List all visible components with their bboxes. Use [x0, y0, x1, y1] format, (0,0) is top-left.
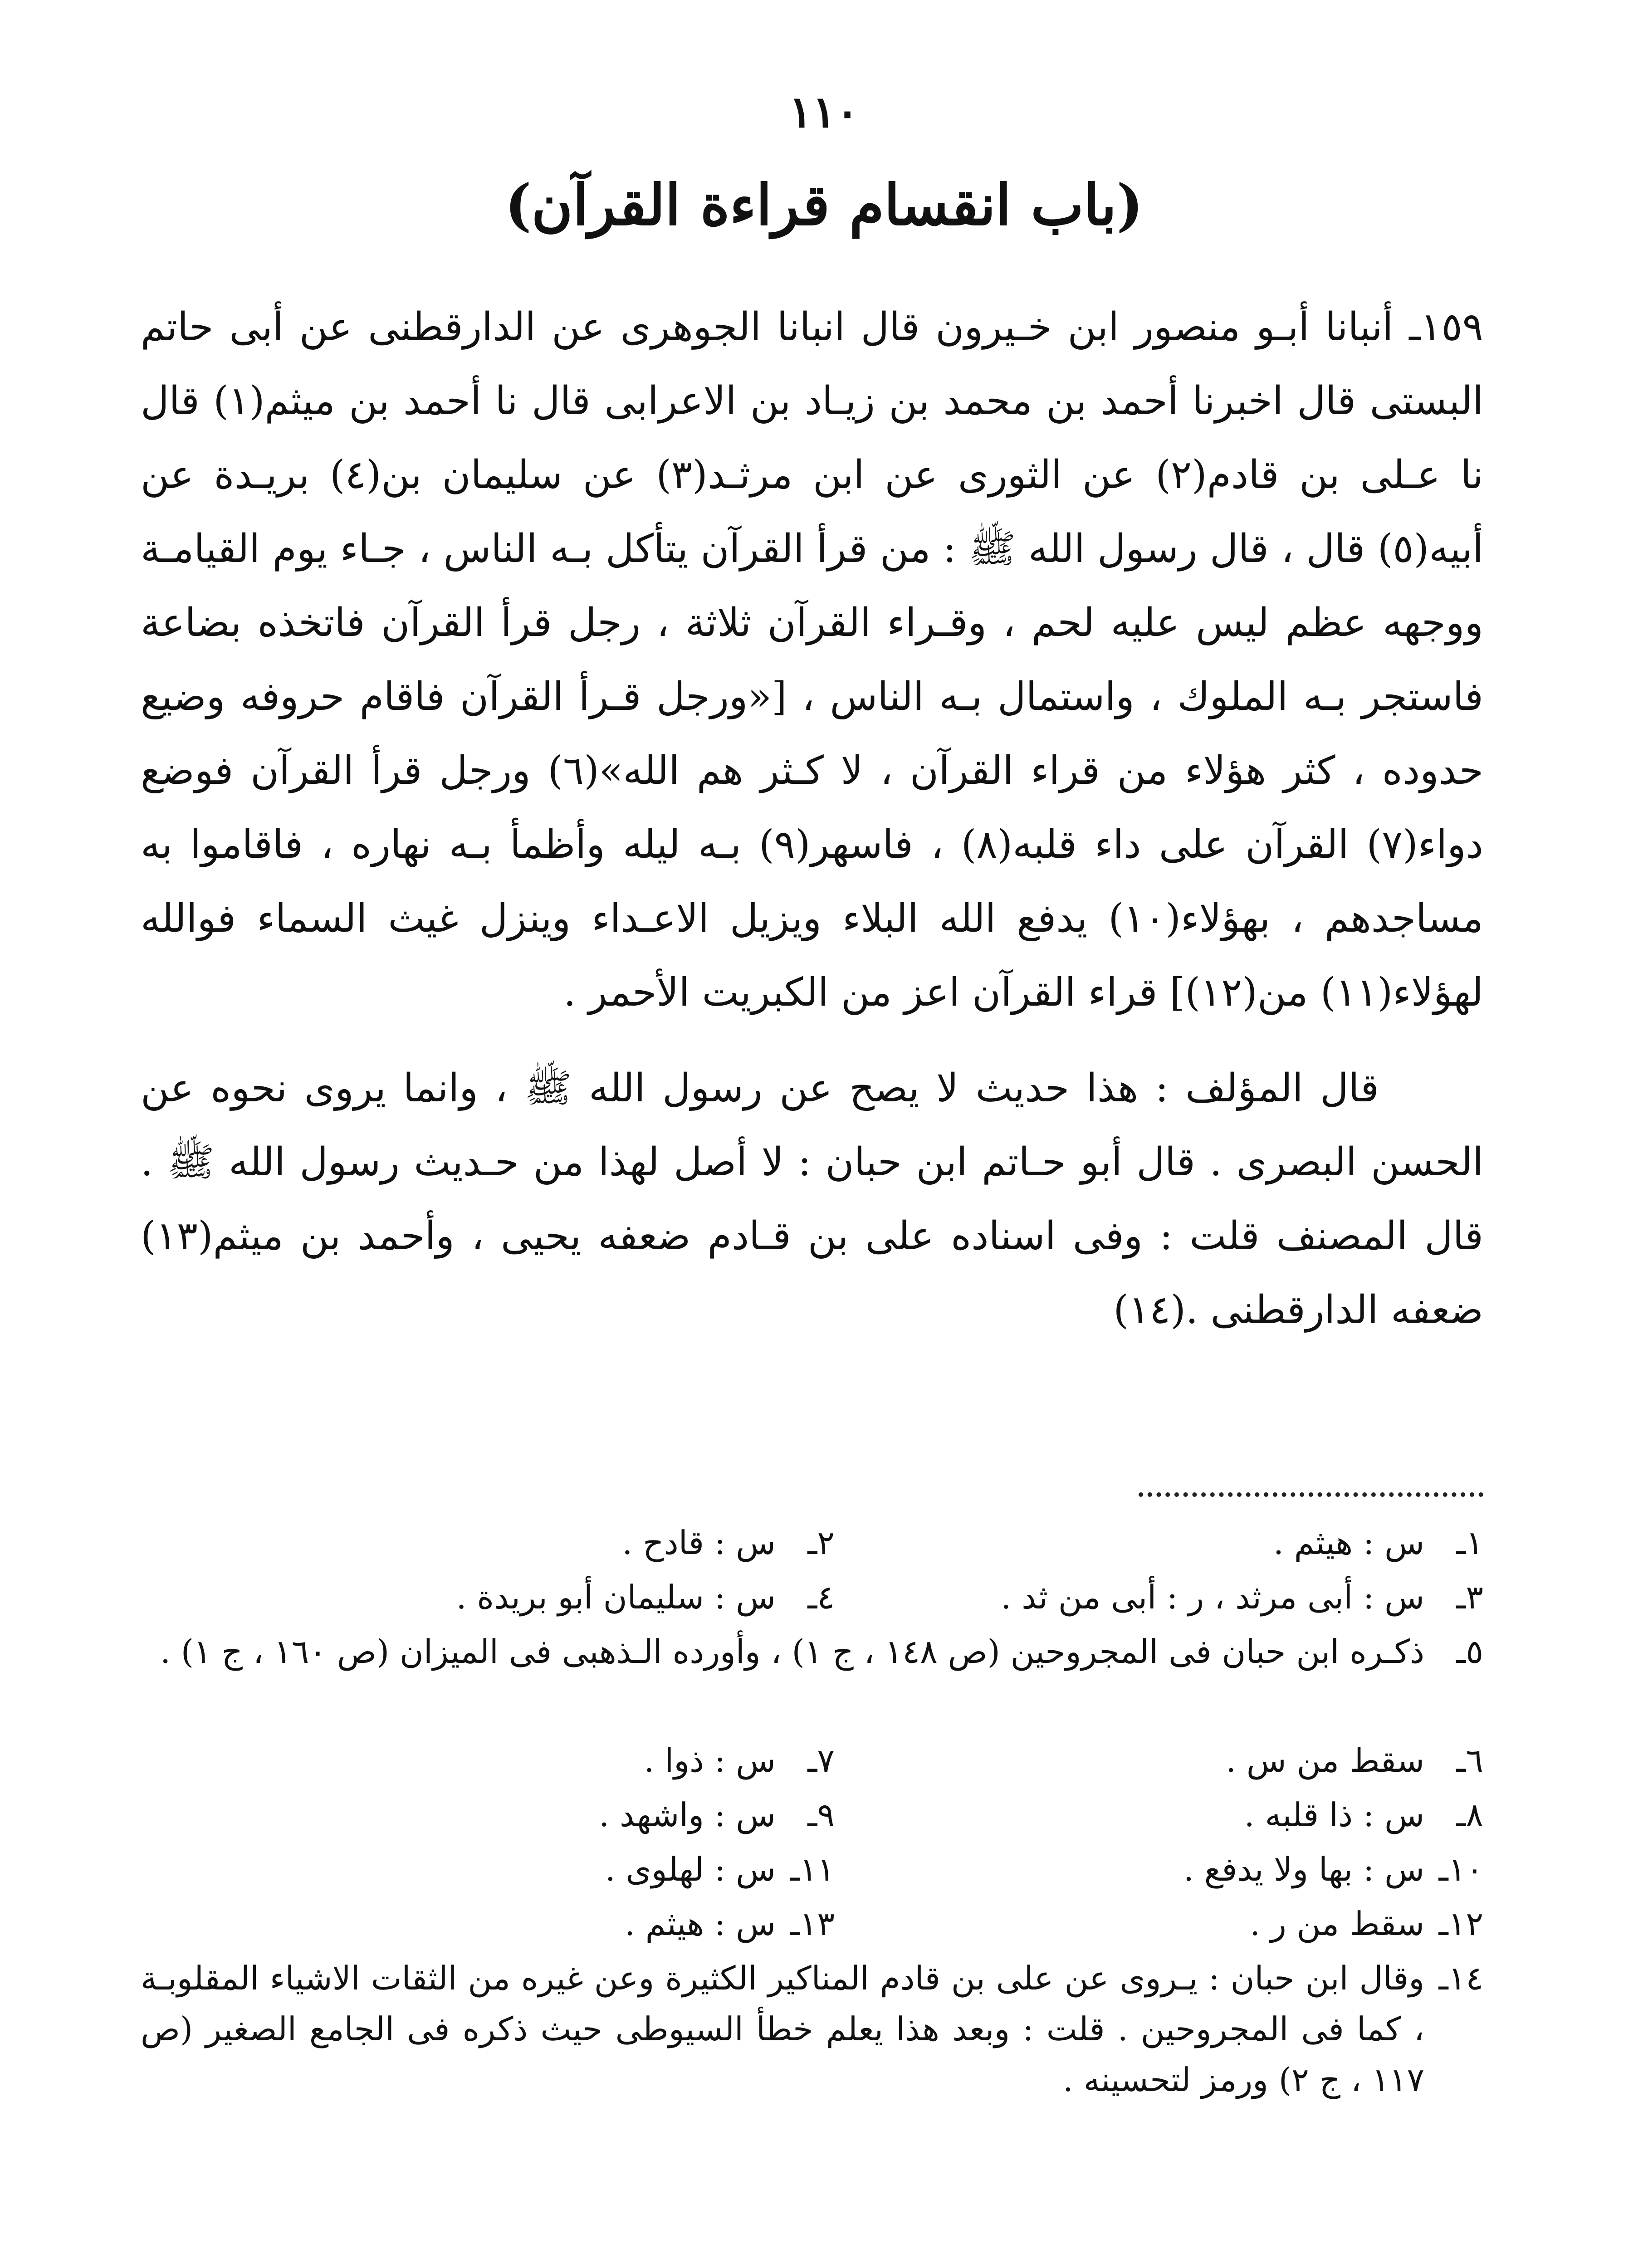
footnote-item — [835, 1898, 1483, 1953]
footnote-text: س : هيثم . — [624, 1905, 776, 1943]
footnote-item — [186, 1844, 835, 1898]
footnote-number: ٨ـ — [1456, 1796, 1483, 1834]
footnote-separator — [1139, 1492, 1483, 1497]
footnote-text: س : لهلوى . — [605, 1850, 776, 1888]
footnote-number: ٩ـ — [807, 1796, 835, 1834]
footnote-number: ١٢ـ — [1438, 1905, 1483, 1943]
footnote-text: س : بها ولا يدفع . — [1183, 1850, 1424, 1888]
footnote-text: وقال ابن حبان : يـروى عن على بن قادم المناكير الكثيرة وعن غيره من الثقات الاشياء المقلوبـة ، كما فى المجروحين . قلت : وبعد هذا يعلم خطأ السيوطى حيث ذكره فى الجامع الصغير (ص ١١٧ ، ج ٢) ورمز لتحسينه . — [141, 1959, 1424, 2099]
footnote-row — [141, 1735, 1483, 1789]
page-number: ١١٠ — [789, 86, 859, 137]
footnote-item — [186, 1572, 835, 1626]
footnotes — [141, 1517, 1483, 2105]
author-commentary-paragraph: قال المؤلف : هذا حديث لا يصح عن رسول الله ﷺ ، وانما يروى نحوه عن الحسن البصرى . قال أبو حـاتم ابن حبان : لا أصل لهذا من حـديث رسول الله ﷺ . قال المصنف قلت : وفى اسناده على بن قـادم ضعفه يحيى ، وأحمد بن ميثم(١٣) ضعفه الدارقطنى .(١٤) — [141, 1066, 1483, 1333]
footnote-row — [141, 1898, 1483, 1953]
footnote-item — [186, 1898, 835, 1953]
footnote-item — [835, 1517, 1483, 1572]
footnote-number: ١ـ — [1456, 1524, 1483, 1562]
footnote-text: س : واشهد . — [599, 1796, 776, 1834]
footnote-item — [835, 1735, 1483, 1789]
footnote-item — [186, 1789, 835, 1844]
footnote-number: ٢ـ — [807, 1524, 835, 1562]
footnote-number: ١٠ـ — [1438, 1850, 1483, 1888]
footnote-text: س : ذوا . — [644, 1741, 776, 1779]
main-text — [141, 290, 1483, 1347]
footnote-item — [835, 1789, 1483, 1844]
footnote-number: ٧ـ — [807, 1741, 835, 1779]
footnote-item — [835, 1572, 1483, 1626]
footnote-number: ٣ـ — [1456, 1578, 1483, 1616]
footnote-text: س : هيثم . — [1273, 1524, 1424, 1562]
footnote-text: س : سليمان أبو بريدة . — [456, 1578, 776, 1616]
footnote-text: سقط من س . — [1226, 1741, 1424, 1779]
footnote-number: ٦ـ — [1456, 1741, 1483, 1779]
footnote-item — [186, 1735, 835, 1789]
footnote-text: س : ذا قلبه . — [1244, 1796, 1424, 1834]
footnote-number: ٥ـ — [1456, 1633, 1483, 1671]
footnote-text: س : أبى مرثد ، ر : أبى من ثد . — [1001, 1578, 1424, 1616]
footnote-item — [835, 1844, 1483, 1898]
footnote-item — [141, 1953, 1483, 2105]
footnote-item — [141, 1626, 1483, 1735]
chapter-title: (باب انقسام قراءة القرآن) — [504, 172, 1144, 238]
footnote-number: ١٤ـ — [1438, 1959, 1483, 1997]
footnote-number: ١٣ـ — [790, 1905, 835, 1943]
footnote-number: ١١ـ — [790, 1850, 835, 1888]
footnote-number: ٤ـ — [807, 1578, 835, 1616]
footnote-row — [141, 1517, 1483, 1572]
hadith-paragraph: ١٥٩ـ أنبانا أبـو منصور ابن خـيرون قال انبانا الجوهرى عن الدارقطنى عن أبى حاتم البستى قال اخبرنا أحمد بن محمد بن زيـاد بن الاعرابى قال نا أحمد بن ميثم(١) قال نا عـلى بن قادم(٢) عن الثورى عن ابن مرثـد(٣) عن سليمان بن(٤) بريـدة عن أبيه(٥) قال ، قال رسول الله ﷺ : من قرأ القرآن يتأكل بـه الناس ، جـاء يوم القيامـة ووجهه عظم ليس عليه لحم ، وقـراء القرآن ثلاثة ، رجل قرأ القرآن فاتخذه بضاعة فاستجر بـه الملوك ، واستمال بـه الناس ، [«ورجل قـرأ القرآن فاقام حروفه وضيع حدوده ، كثر هؤلاء من قراء القرآن ، لا كـثر هم الله»(٦) ورجل قرأ القرآن فوضع دواء(٧) القرآن على داء قلبه(٨) ، فاسهر(٩) بـه ليله وأظمأ بـه نهاره ، فاقاموا به مساجدهم ، بهؤلاء(١٠) يدفع الله البلاء ويزيل الاعـداء وينزل غيث السماء فوالله لهؤلاء(١١) من(١٢)] قراء القرآن اعز من الكبريت الأحمر . — [141, 304, 1483, 1015]
footnote-row — [141, 1572, 1483, 1626]
footnote-row — [141, 1789, 1483, 1844]
footnote-text: س : قادح . — [622, 1524, 776, 1562]
footnote-text: ذكـره ابن حبان فى المجروحين (ص ١٤٨ ، ج ١) ، وأورده الـذهبى فى الميزان (ص ١٦٠ ، ج ١) . — [160, 1633, 1424, 1671]
footnote-item — [186, 1517, 835, 1572]
footnote-text: سقط من ر . — [1250, 1905, 1424, 1943]
footnote-row — [141, 1844, 1483, 1898]
